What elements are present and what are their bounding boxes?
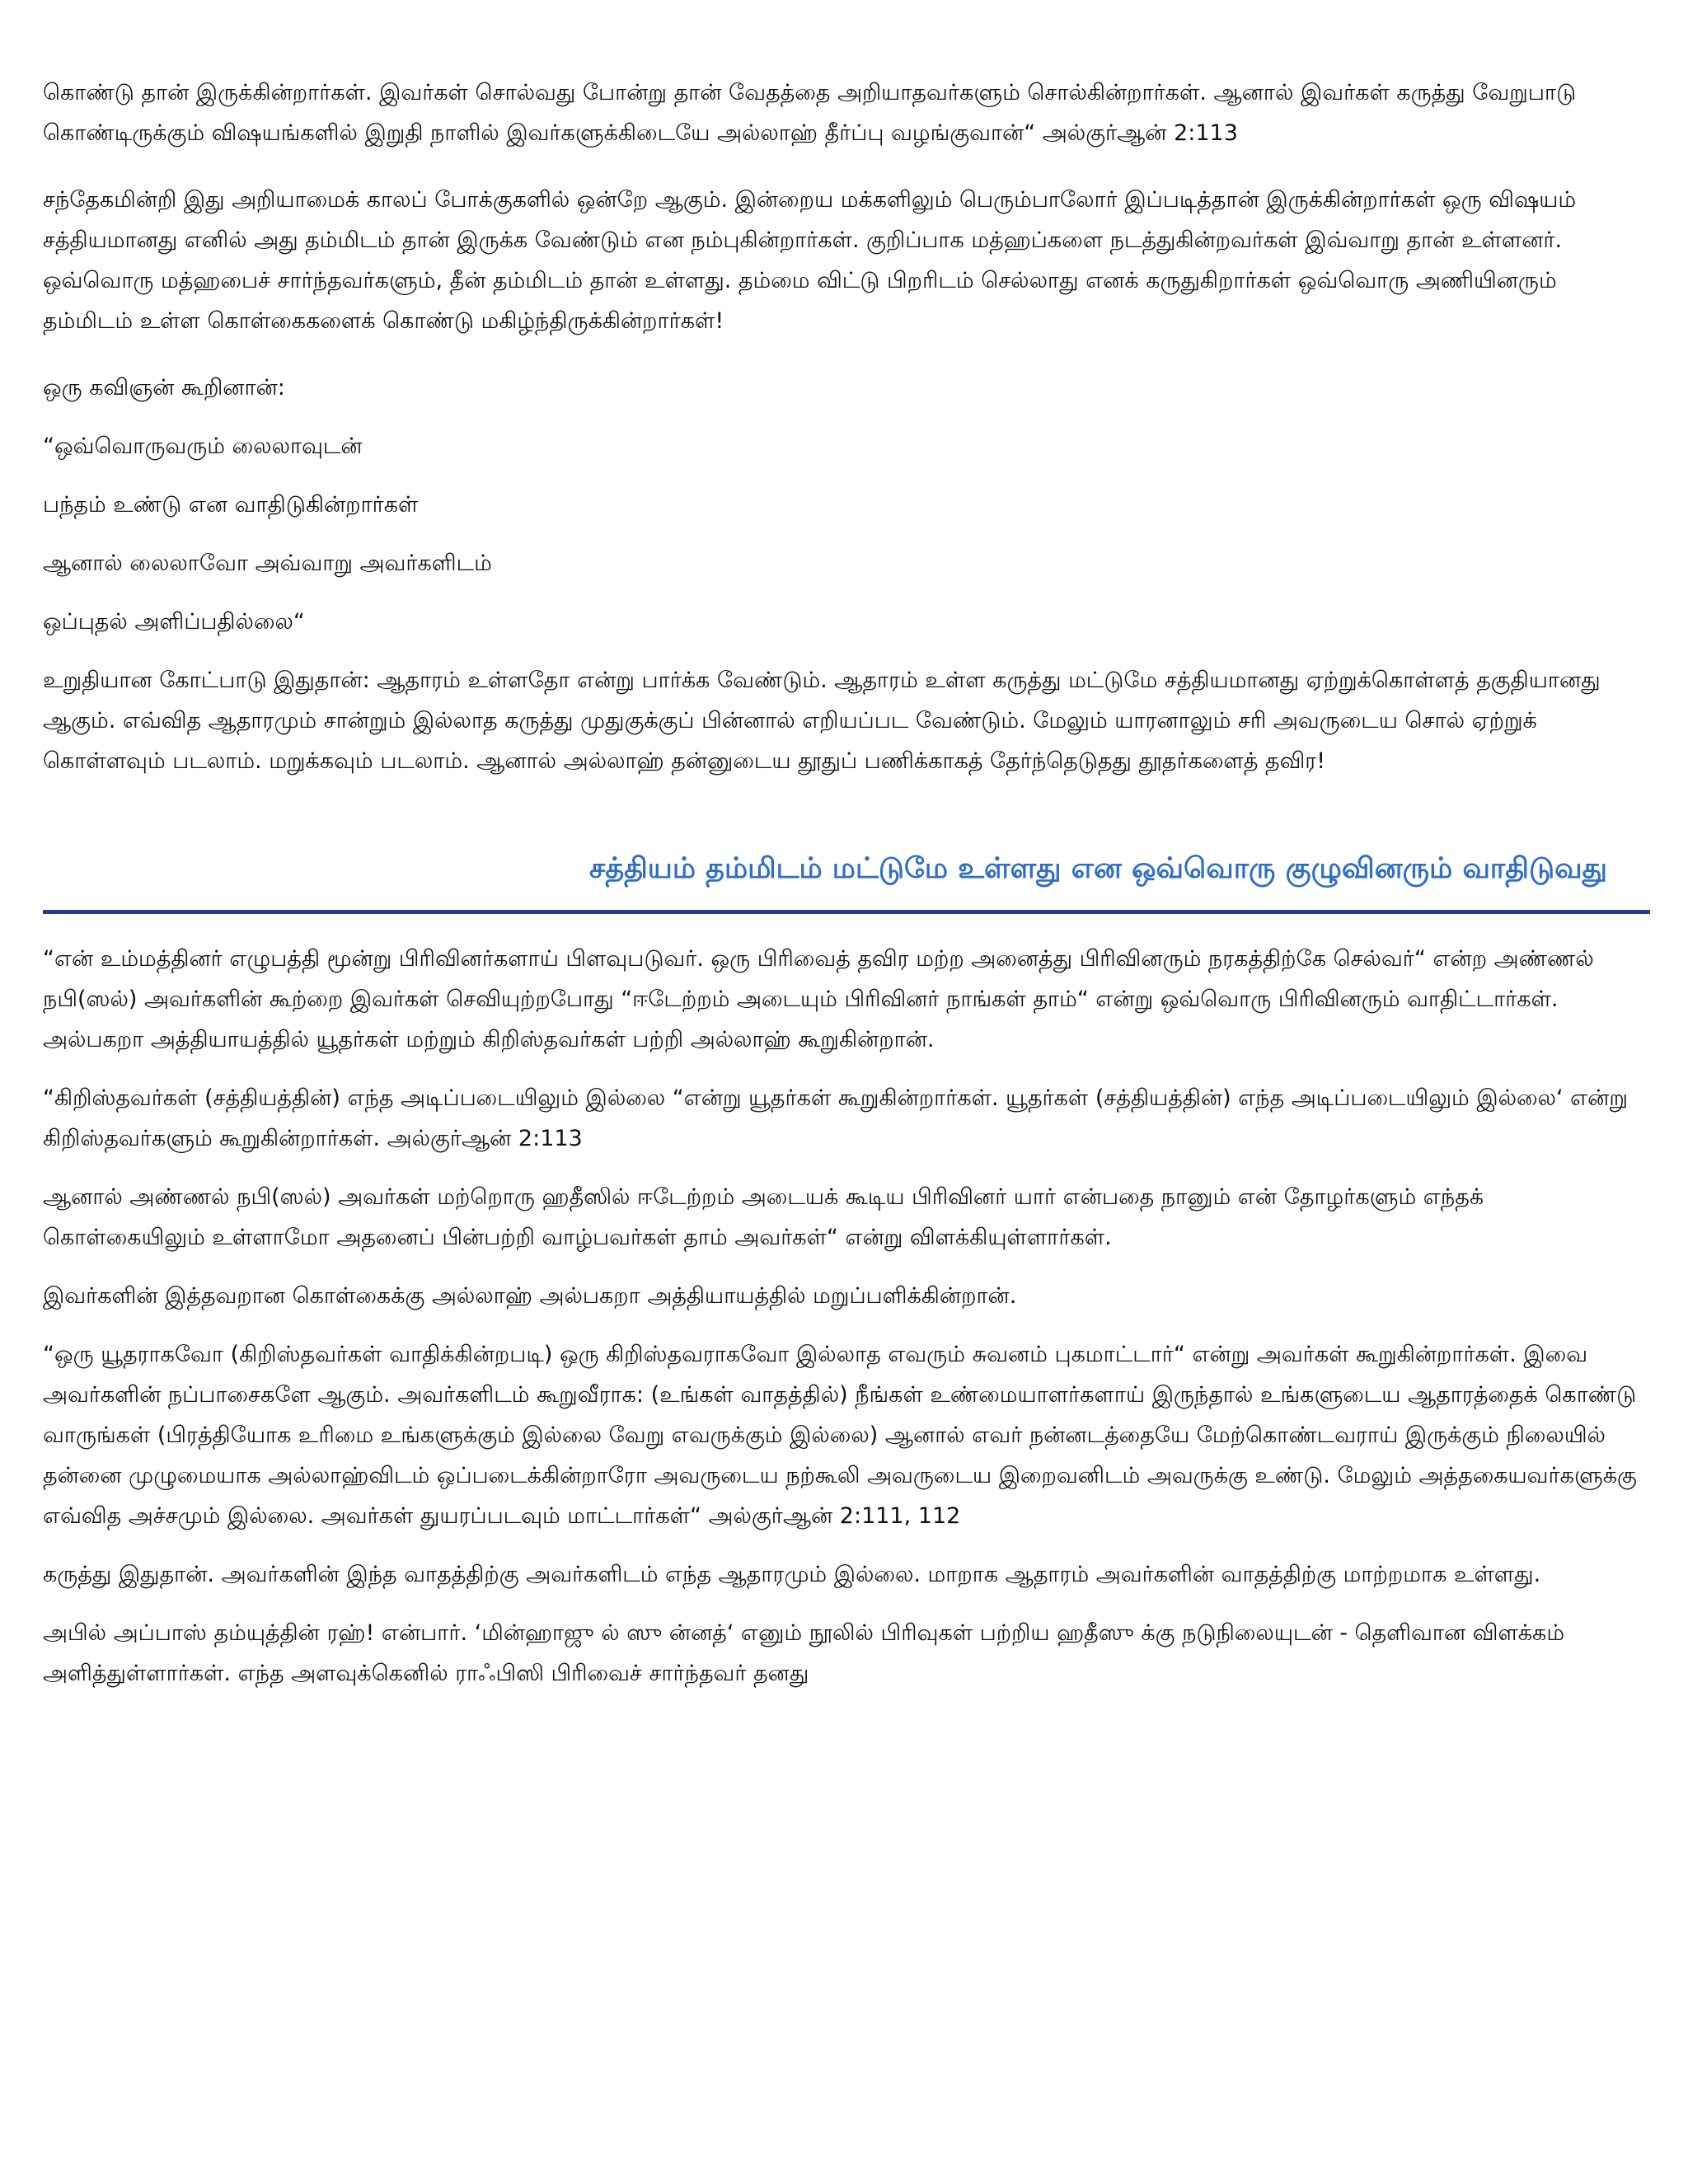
poem-intro: ஒரு கவிஞன் கூறினான்: — [43, 375, 285, 401]
section-heading: சத்தியம் தம்மிடம் மட்டுமே உள்ளது என ஒவ்வொரு குழுவினரும் வாதிடுவது — [588, 852, 1607, 885]
paragraph: “ஒரு யூதராகவோ (கிறிஸ்தவர்கள் வாதிக்கின்றபடி) ஒரு கிறிஸ்தவராகவோ இல்லாத எவரும் சுவனம் புகமாட்டார்“ என்று அவர்கள் கூறுகின்றார்கள். இவை அவர்களின் நப்பாசைகளே ஆகும். அவர்களிடம் கூறுவீராக: (உங்கள் வாதத்தில்) நீங்கள் உண்மையாளர்களாய் இருந்தால் உங்களுடைய ஆதாரத்தைக் கொண்டு வாருங்கள் (பிரத்தியோக உரிமை உங்களுக்கும் இல்லை வேறு எவருக்கும் இல்லை) ஆனால் எவர் நன்னடத்தையே மேற்கொண்டவராய் இருக்கும் நிலையில் தன்னை முழுமையாக அல்லாஹ்விடம் ஒப்படைக்கின்றாரோ அவருடைய நற்கூலி அவருடைய இறைவனிடம் அவருக்கு உண்டு. மேலும் அத்தகையவர்களுக்கு எவ்வித அச்சமும் இல்லை. அவர்கள் துயரப்படவும் மாட்டார்கள்“ அல்குர்ஆன் 2:111, 112 — [43, 1342, 1637, 1529]
paragraph: இவர்களின் இத்தவறான கொள்கைக்கு அல்லாஹ் அல்பகறா அத்தியாயத்தில் மறுப்பளிக்கின்றான். — [43, 1283, 1017, 1309]
paragraph: கொண்டு தான் இருக்கின்றார்கள். இவர்கள் சொல்வது போன்று தான் வேதத்தை அறியாதவர்களும் சொல்கின்றார்கள். ஆனால் இவர்கள் கருத்து வேறுபாடு கொண்டிருக்கும் விஷயங்களில் இறுதி நாளில் இவர்களுக்கிடையே அல்லாஹ் தீர்ப்பு வழங்குவான்“ அல்குர்ஆன் 2:113 — [43, 80, 1577, 146]
poem-line: ஒப்புதல் அளிப்பதில்லை“ — [43, 609, 305, 635]
paragraph: ஆனால் அண்ணல் நபி(ஸல்) அவர்கள் மற்றொரு ஹதீஸில் ஈடேற்றம் அடையக் கூடிய பிரிவினர் யார் என்பதை நானும் என் தோழர்களும் எந்தக் கொள்கையிலும் உள்ளாமோ அதனைப் பின்பற்றி வாழ்பவர்கள் தாம் அவர்கள்“ என்று விளக்கியுள்ளார்கள். — [43, 1184, 1484, 1250]
poem-line: ஆனால் லைலாவோ அவ்வாறு அவர்களிடம் — [43, 551, 492, 576]
paragraph: “என் உம்மத்தினர் எழுபத்தி மூன்று பிரிவினர்களாய் பிளவுபடுவர். ஒரு பிரிவைத் தவிர மற்ற அனைத்து பிரிவினரும் நரகத்திற்கே செல்வர்“ என்ற அண்ணல் நபி(ஸல்) அவர்களின் கூற்றை இவர்கள் செவியுற்றபோது “ஈடேற்றம் அடையும் பிரிவினர் நாங்கள் தாம்“ என்று ஒவ்வொரு பிரிவினரும் வாதிட்டார்கள். அல்பகறா அத்தியாயத்தில் யூதர்கள் மற்றும் கிறிஸ்தவர்கள் பற்றி அல்லாஹ் கூறுகின்றான். — [43, 946, 1594, 1052]
paragraph: கருத்து இதுதான். அவர்களின் இந்த வாதத்திற்கு அவர்களிடம் எந்த ஆதாரமும் இல்லை. மாறாக ஆதாரம் அவர்களின் வாதத்திற்கு மாற்றமாக உள்ளது. — [43, 1562, 1541, 1587]
paragraph: சந்தேகமின்றி இது அறியாமைக் காலப் போக்குகளில் ஒன்றே ஆகும். இன்றைய மக்களிலும் பெரும்பாலோர் இப்படித்தான் இருக்கின்றார்கள் ஒரு விஷயம் சத்தியமானது எனில் அது தம்மிடம் தான் இருக்க வேண்டும் என நம்புகின்றார்கள். குறிப்பாக மத்ஹப்களை நடத்துகின்றவர்கள் இவ்வாறு தான் உள்ளனர். ஒவ்வொரு மத்ஹபைச் சார்ந்தவர்களும், தீன் தம்மிடம் தான் உள்ளது. தம்மை விட்டு பிறரிடம் செல்லாது எனக் கருதுகிறார்கள் ஒவ்வொரு அணியினரும் தம்மிடம் உள்ள கொள்கைகளைக் கொண்டு மகிழ்ந்திருக்கின்றார்கள்! — [43, 187, 1577, 334]
section-heading-block — [43, 846, 1650, 892]
poem-line: “ஒவ்வொருவரும் லைலாவுடன் — [43, 434, 363, 459]
paragraph: உறுதியான கோட்பாடு இதுதான்: ஆதாரம் உள்ளதோ என்று பார்க்க வேண்டும். ஆதாரம் உள்ள கருத்து மட்டுமே சத்தியமானது ஏற்றுக்கொள்ளத் தகுதியானது ஆகும். எவ்வித ஆதாரமும் சான்றும் இல்லாத கருத்து முதுகுக்குப் பின்னால் எறியப்பட வேண்டும். மேலும் யாரனாலும் சரி அவருடைய சொல் ஏற்றுக் கொள்ளவும் படலாம். மறுக்கவும் படலாம். ஆனால் அல்லாஹ் தன்னுடைய தூதுப் பணிக்காகத் தேர்ந்தெடுதது தூதர்களைத் தவிர! — [43, 668, 1601, 774]
paragraph: “கிறிஸ்தவர்கள் (சத்தியத்தின்) எந்த அடிப்படையிலும் இல்லை “என்று யூதர்கள் கூறுகின்றார்கள். யூதர்கள் (சத்தியத்தின்) எந்த அடிப்படையிலும் இல்லை‘ என்று கிறிஸ்தவர்களும் கூறுகின்றார்கள். அல்குர்ஆன் 2:113 — [43, 1085, 1628, 1151]
section-divider — [43, 910, 1650, 914]
paragraph: அபில் அப்பாஸ் தம்யுத்தின் ரஹ்! என்பார். ‘மின்ஹாஜு ல் ஸு ன்னத்‘ எனும் நூலில் பிரிவுகள் பற்றிய ஹதீஸு க்கு நடுநிலையுடன் - தெளிவான விளக்கம் அளித்துள்ளார்கள். எந்த அளவுக்கெனில் ராஃபிஸி பிரிவைச் சார்ந்தவர் தனது — [43, 1620, 1565, 1686]
poem-line: பந்தம் உண்டு என வாதிடுகின்றார்கள் — [43, 492, 419, 518]
